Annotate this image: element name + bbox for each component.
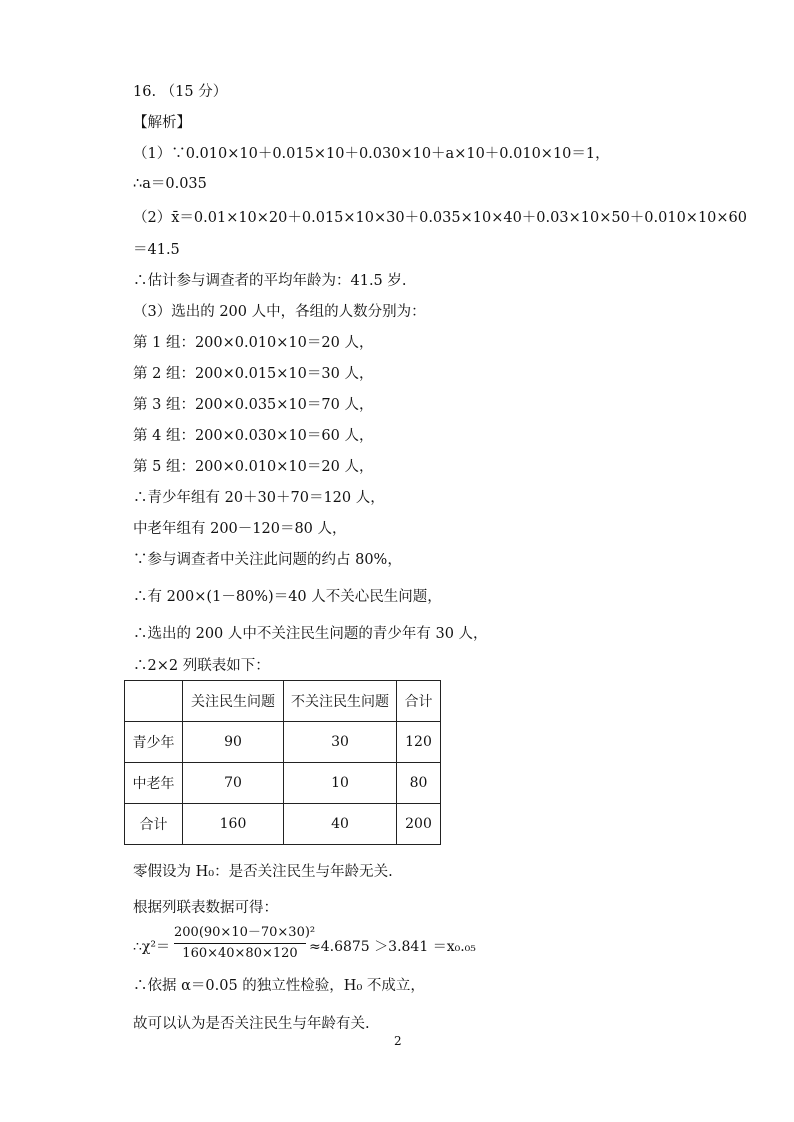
- part2-conclusion: ∴估计参与调查者的平均年龄为：41.5 岁.: [133, 273, 407, 289]
- part2-mean-equation: （2）x̄＝0.01×10×20＋0.015×10×30＋0.035×10×40＋0.03×10×50＋0.010×10×60: [133, 210, 748, 226]
- table-cell: 30: [284, 722, 397, 763]
- table-cell: 合计: [125, 804, 183, 845]
- part3-intro: （3）选出的 200 人中，各组的人数分别为：: [133, 304, 426, 320]
- formula-lead: ∴χ²＝: [133, 939, 171, 955]
- null-hypothesis: 零假设为 H₀：是否关注民生与年龄无关.: [133, 864, 393, 880]
- table-row: [125, 763, 441, 804]
- table-cell: 70: [183, 763, 284, 804]
- table-header-cell: 不关注民生问题: [284, 681, 397, 722]
- table-row: [125, 804, 441, 845]
- formula-tail: ≈4.6875 ＞3.841 ＝x₀.₀₅: [309, 939, 476, 955]
- not-concerned-count: ∴有 200×(1－80%)＝40 人不关心民生问题，: [133, 589, 442, 605]
- youth-total: ∴青少年组有 20＋30＋70＝120 人，: [133, 490, 385, 506]
- part2-mean-result: ＝41.5: [133, 242, 180, 258]
- group-2-count: 第 2 组：200×0.015×10＝30 人，: [133, 366, 374, 382]
- formula-fraction: [174, 924, 316, 963]
- table-header-cell: [125, 681, 183, 722]
- part1-equation: （1）∵0.010×10＋0.015×10＋0.030×10＋a×10＋0.010×10＝1，: [133, 146, 610, 162]
- table-cell: 200: [397, 804, 441, 845]
- table-cell: 10: [284, 763, 397, 804]
- group-5-count: 第 5 组：200×0.010×10＝20 人，: [133, 459, 374, 475]
- table-cell: 80: [397, 763, 441, 804]
- table-cell: 160: [183, 804, 284, 845]
- formula-denominator: 160×40×80×120: [182, 946, 298, 961]
- independence-test-result: ∴依据 α＝0.05 的独立性检验，H₀ 不成立，: [133, 978, 425, 994]
- formula-numerator: 200(90×10－70×30)²: [174, 925, 316, 940]
- table-cell: 40: [284, 804, 397, 845]
- youth-not-concerned: ∴选出的 200 人中不关注民生问题的青少年有 30 人，: [133, 626, 488, 642]
- part1-result: ∴a＝0.035: [133, 176, 207, 192]
- table-cell: 青少年: [125, 722, 183, 763]
- table-header-cell: 关注民生问题: [183, 681, 284, 722]
- group-4-count: 第 4 组：200×0.030×10＝60 人，: [133, 428, 374, 444]
- final-conclusion: 故可以认为是否关注民生与年龄有关.: [133, 1016, 370, 1032]
- table-cell: 120: [397, 722, 441, 763]
- question-number: 16. （15 分）: [133, 84, 228, 100]
- table-header-cell: 合计: [397, 681, 441, 722]
- table-row: [125, 722, 441, 763]
- table-header-row: [125, 681, 441, 722]
- contingency-table: [124, 680, 441, 845]
- page-number: 2: [394, 1034, 402, 1048]
- table-cell: 90: [183, 722, 284, 763]
- group-1-count: 第 1 组：200×0.010×10＝20 人，: [133, 335, 374, 351]
- elder-total: 中老年组有 200－120＝80 人，: [133, 521, 347, 537]
- fraction-bar: [174, 943, 306, 944]
- group-3-count: 第 3 组：200×0.035×10＝70 人，: [133, 397, 374, 413]
- attention-ratio: ∵参与调查者中关注此问题的约占 80%，: [133, 552, 402, 568]
- table-cell: 中老年: [125, 763, 183, 804]
- table-intro: ∴2×2 列联表如下：: [133, 658, 270, 674]
- analysis-heading: 【解析】: [133, 115, 191, 131]
- data-intro: 根据列联表数据可得：: [133, 900, 278, 916]
